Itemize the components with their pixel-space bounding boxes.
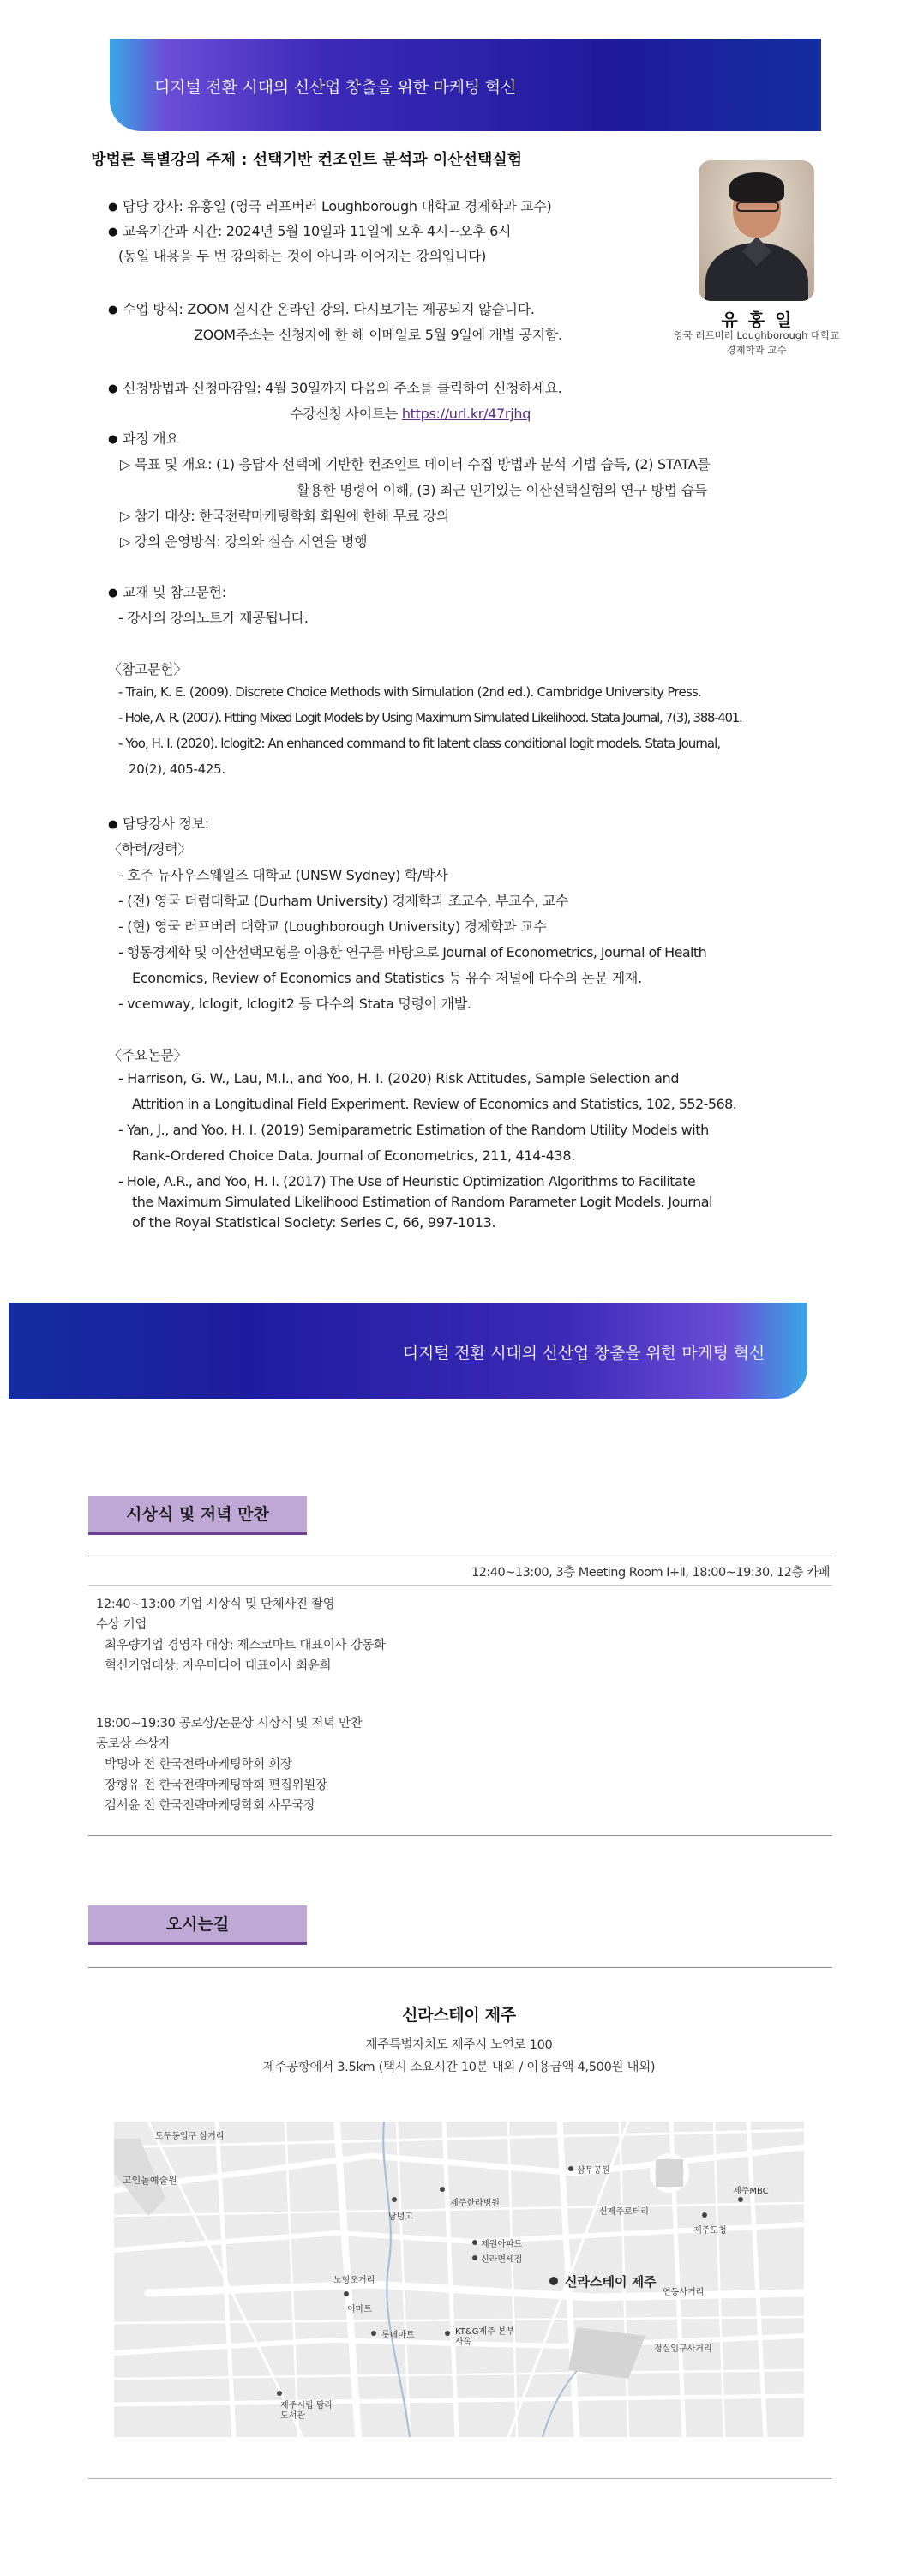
divider [88,1967,832,1968]
map-label: 노형오거리 [333,2276,375,2285]
ceremony-line-7: 박명아 전 한국전략마케팅학회 회장 [105,1758,292,1772]
speaker-info-head: 담당강사 정보: [123,816,209,832]
career-4-cont: Economics, Review of Economics and Statistics 등 유수 저널에 다수의 논문 게재. [132,970,642,986]
divider [88,1835,832,1836]
career-4: - 행동경제학 및 이산선택모형을 이용한 연구를 바탕으로 Journal of Econometrics, Journal of Health [118,944,707,960]
map-marker [392,2197,397,2202]
instructor-item [108,196,551,215]
speaker-affiliation-line1: 영국 러프버러 Loughborough 대학교 [673,329,840,341]
ceremony-line-6: 공로상 수상자 [96,1737,171,1751]
ceremony-line-3: 최우량기업 경영자 대상: 제스코마트 대표이사 강동화 [105,1639,386,1652]
map-marker [344,2291,349,2296]
method-item [108,298,535,318]
venue-address: 제주특별자치도 제주시 노연로 100 [365,2038,553,2052]
map-label: 고인돌예술원 [123,2175,177,2186]
map-label: 연동사거리 [663,2288,705,2297]
career-head: 〈학력/경력〉 [108,841,192,858]
career-2: - (전) 영국 더럼대학교 (Durham University) 경제학과 조교수, 부교수, 교수 [118,893,569,909]
paper-3-cont: the Maximum Simulated Likelihood Estimation of Random Parameter Logit Models. Journal [132,1194,712,1210]
venue-note: 제주공항에서 3.5km (택시 소요시간 10분 내외 / 이용금액 4,500원 내외) [262,2061,656,2074]
apply-site-label: 수강신청 사이트는 [290,406,402,422]
apply-text: 신청방법과 신청마감일: 4월 30일까지 다음의 주소를 클릭하여 신청하세요. [123,380,562,396]
overview-goal: ▷ 목표 및 개요: (1) 응답자 선택에 기반한 컨조인트 데이터 수집 방법과 분석 기법 습득, (2) STATA를 [120,456,711,472]
map-marker [445,2331,450,2336]
ref-1: - Train, K. E. (2009). Discrete Choice Methods with Simulation (2nd ed.). Cambridge University Press. [118,684,702,700]
map-marker [440,2187,445,2192]
map-roads [114,2122,804,2437]
map-label: KT&G제주 본부사옥 [455,2327,515,2347]
overview-goal-cont: 활용한 명령어 이해, (3) 최근 인기있는 이산선택실험의 연구 방법 습득 [297,482,707,498]
map-venue-label: 신라스테이 제주 [565,2274,657,2290]
map-marker [371,2331,376,2336]
map-label: 신제주로터리 [599,2207,649,2217]
map-label: 도두동입구 삼거리 [155,2132,225,2141]
period-text: 교육기간과 시간: 2024년 5월 10일과 11일에 오후 4시~오후 6시 [123,223,512,239]
overview-head: 과정 개요 [123,430,179,447]
top-banner-text: 디지털 전환 시대의 신산업 창출을 위한 마케팅 혁신 [154,78,517,97]
venue-name: 신라스테이 제주 [402,2006,516,2025]
location-map[interactable] [114,2122,804,2437]
materials-note: - 강사의 강의노트가 제공됩니다. [118,610,309,626]
ref-3: - Yoo, H. I. (2020). lclogit2: An enhanced command to fit latent class conditional logit models. Stata Journal, [118,736,721,751]
overview-item [108,428,178,448]
apply-item [108,377,562,397]
ceremony-line-2: 수상 기업 [96,1618,147,1632]
career-3: - (현) 영국 러프버러 대학교 (Loughborough University) 경제학과 교수 [118,918,547,935]
papers-head: 〈주요논문〉 [108,1047,188,1063]
ceremony-schedule: 12:40~13:00, 3층 Meeting Room Ⅰ+Ⅱ, 18:00~19:30, 12층 카페 [471,1566,830,1580]
career-1: - 호주 뉴사우스웨일즈 대학교 (UNSW Sydney) 학/박사 [118,867,448,883]
top-banner [110,39,821,131]
divider [88,2478,832,2479]
map-marker [277,2391,282,2396]
paper-2-cont: Rank-Ordered Choice Data. Journal of Econometrics, 211, 414-438. [132,1147,576,1164]
apply-site [290,403,531,423]
speaker-affiliation-line2: 경제학과 교수 [726,344,787,356]
middle-banner [9,1303,807,1399]
map-label: 정실입구사거리 [654,2344,712,2354]
paper-3: - Hole, A.R., and Yoo, H. I. (2017) The Use of Heuristic Optimization Algorithms to Facilitate [118,1173,696,1189]
map-marker [472,2240,477,2245]
map-marker [702,2212,707,2218]
period-note: (동일 내용을 두 번 강의하는 것이 아니라 이어지는 강의입니다) [118,248,487,264]
map-label: 이마트 [347,2305,372,2314]
middle-banner-text: 디지털 전환 시대의 신산업 창출을 위한 마케팅 혁신 [402,1344,765,1363]
speaker-affiliation [660,328,853,358]
period-item [108,220,511,240]
instructor-text: 담당 강사: 유홍일 (영국 러프버러 Loughborough 대학교 경제학과 교수) [123,198,552,214]
ceremony-line-1: 12:40~13:00 기업 시상식 및 단체사진 촬영 [96,1598,335,1611]
paper-2: - Yan, J., and Yoo, H. I. (2019) Semiparametric Estimation of the Random Utility Models with [118,1122,709,1138]
method-note: ZOOM주소는 신청자에 한 해 이메일로 5월 9일에 개별 공지함. [194,327,562,343]
map-label: 남녕고 [388,2212,413,2222]
map-marker [568,2166,573,2171]
speaker-name: 유홍일 [721,310,802,330]
divider [88,1585,832,1586]
paper-1-cont: Attrition in a Longitudinal Field Experiment. Review of Economics and Statistics, 102, 552-568. [132,1096,737,1112]
map-label: 롯데마트 [381,2331,415,2340]
lecture-title: 방법론 특별강의 주제 : 선택기반 컨조인트 분석과 이산선택실험 [91,151,523,169]
map-label: 제주MBC [733,2187,769,2196]
map-label: 신라면세점 [481,2255,523,2265]
ref-3-cont: 20(2), 405-425. [129,761,225,777]
venue-marker[interactable] [549,2277,558,2285]
speaker-photo [699,160,814,301]
materials-head: 교재 및 참고문헌: [123,584,226,600]
ref-2: - Hole, A. R. (2007). Fitting Mixed Logit Models by Using Maximum Simulated Likelihood. Stata Journal, 7(3), 388-401. [118,710,742,725]
map-label: 삼무공원 [577,2166,610,2176]
map-label: 제주도청 [693,2226,727,2236]
overview-target: ▷ 참가 대상: 한국전략마케팅학회 회원에 한해 무료 강의 [120,508,450,524]
ceremony-line-4: 혁신기업대상: 자우미디어 대표이사 최윤희 [105,1659,332,1673]
apply-link[interactable]: https://url.kr/47rjhq [401,406,531,422]
materials-item [108,581,226,601]
ceremony-line-8: 장형유 전 한국전략마케팅학회 편집위원장 [105,1779,327,1792]
map-label: 제주시립 탐라도서관 [280,2401,333,2421]
method-text: 수업 방식: ZOOM 실시간 온라인 강의. 다시보기는 제공되지 않습니다. [123,301,535,317]
map-marker [738,2197,743,2202]
map-marker [472,2255,477,2260]
speaker-info-item [108,813,209,833]
ceremony-line-9: 김서윤 전 한국전략마케팅학회 사무국장 [105,1799,315,1813]
paper-3-cont2: of the Royal Statistical Society: Series C, 66, 997-1013. [132,1214,496,1231]
directions-section-title: 오시는길 [88,1905,307,1945]
ceremony-line-5: 18:00~19:30 공로상/논문상 시상식 및 저녁 만찬 [96,1717,363,1730]
career-5: - vcemway, lclogit, lclogit2 등 다수의 Stata 명령어 개발. [118,996,471,1012]
paper-1: - Harrison, G. W., Lau, M.I., and Yoo, H. I. (2020) Risk Attitudes, Sample Selection and [118,1070,680,1086]
refs-head: 〈참고문헌〉 [108,661,188,677]
map-label: 제주한라병원 [450,2199,500,2208]
ceremony-section-title: 시상식 및 저녁 만찬 [88,1496,307,1535]
map-label: 제원아파트 [481,2240,523,2249]
overview-mode: ▷ 강의 운영방식: 강의와 실습 시연을 병행 [120,533,368,550]
